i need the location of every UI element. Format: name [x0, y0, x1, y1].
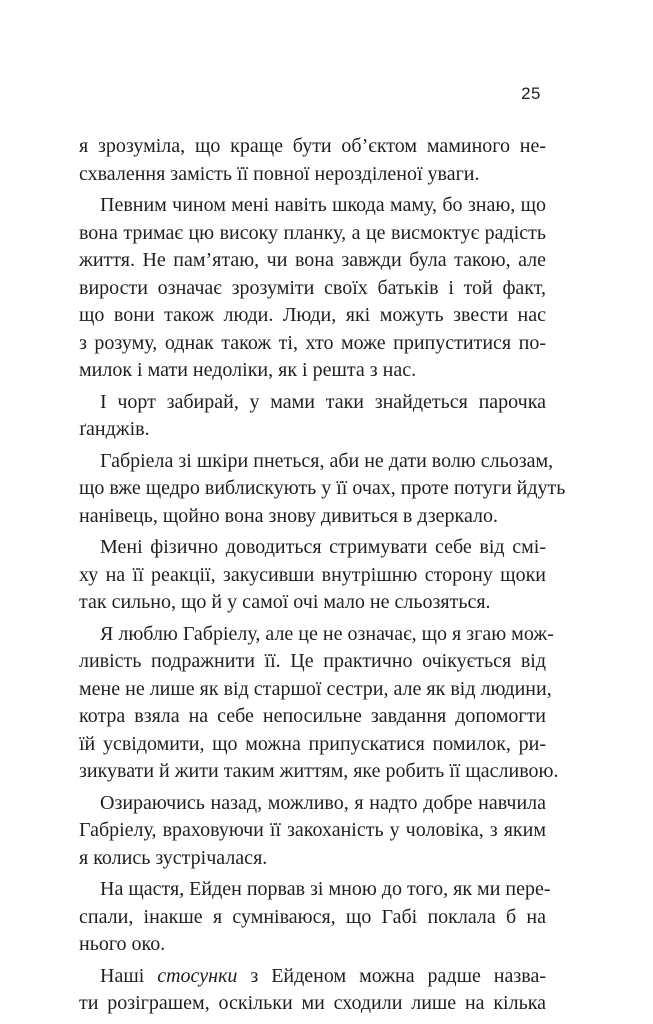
text-line: ти розіграшем, оскільки ми сходили лише на кілька [79, 992, 546, 1014]
text-line: з розуму, однак також ті, хто може припуститися по- [79, 331, 546, 354]
text-line: нього око. [79, 933, 166, 955]
text-line: я колись зустрічалася. [79, 846, 268, 869]
text-line: що вже щедро виблискують у її очах, проте потуги йдуть [79, 477, 566, 499]
text-line: милок і мати недоліки, як і решта з нас. [79, 359, 417, 381]
text-line: Габріела зі шкіри пнеться, аби не дати волю сльозам, [100, 449, 554, 472]
text-fragment: Наші [100, 964, 158, 987]
text-line: котра взяла на себе непосильне завдання допомогти [79, 705, 546, 727]
text-line: Габріелу, враховуючи її закоханість у чоловіка, з яким [79, 819, 546, 841]
text-line: зикувати й жити таким життям, яке робить її щасливою. [79, 760, 559, 782]
italic-word: стосунки [157, 964, 238, 987]
text-line: життя. Не пам’ятаю, чи вона завжди була такою, але [79, 249, 546, 271]
text-line: На щастя, Ейден порвав зі мною до того, як ми пере- [100, 878, 551, 900]
text-line: схвалення замість її повної нерозділеної уваги. [79, 162, 480, 185]
text-line: вирости означає зрозуміти своїх батьків і той факт, [79, 276, 546, 299]
paragraph [79, 534, 546, 617]
text-line: Мені фізично доводиться стримувати себе від смі- [100, 536, 546, 558]
paragraph [79, 448, 566, 531]
text-line [79, 963, 546, 991]
paragraph [79, 876, 551, 959]
paragraph [79, 790, 546, 873]
text-line: ґанджів. [79, 418, 150, 440]
text-line: ливість подражнити її. Це практично очікується від [79, 650, 546, 672]
text-line: І чорт забирай, у мами таки знайдеться парочка [100, 390, 546, 413]
text-line: нанівець, щойно вона знову дивиться в дзеркало. [79, 504, 498, 527]
text-line: мене не лише як від старшої сестри, але як від людини, [79, 677, 552, 700]
paragraph [79, 133, 546, 188]
text-line: ху на її реакції, закусивши внутрішню сторону щоки [79, 563, 546, 586]
paragraph [79, 192, 546, 385]
text-line: Певним чином мені навіть шкода маму, бо знаю, що [100, 194, 546, 216]
text-fragment: з Ейденом можна радше назва- [237, 964, 547, 987]
paragraph [79, 963, 546, 1018]
text-line: так сильно, що й у самої очі мало не сльозяться. [79, 591, 491, 613]
page-number: 25 [521, 84, 541, 103]
body-text [79, 133, 566, 1018]
text-line: я зрозуміла, що краще бути об’єктом маминого не- [79, 135, 546, 157]
text-line: спали, інакше я сумніваюся, що Габі поклала б на [79, 905, 546, 928]
paragraph [79, 389, 546, 444]
paragraph [79, 621, 559, 786]
text-line: що вони також люди. Люди, які можуть звести нас [79, 304, 546, 326]
text-line: Я люблю Габріелу, але це не означає, що я згаю мож- [100, 622, 554, 645]
text-line: вона тримає цю високу планку, а це висмоктує радість [79, 221, 546, 244]
text-line: їй усвідомити, що можна припускатися помилок, ри- [79, 732, 546, 755]
text-line: Озираючись назад, можливо, я надто добре навчила [100, 791, 546, 814]
